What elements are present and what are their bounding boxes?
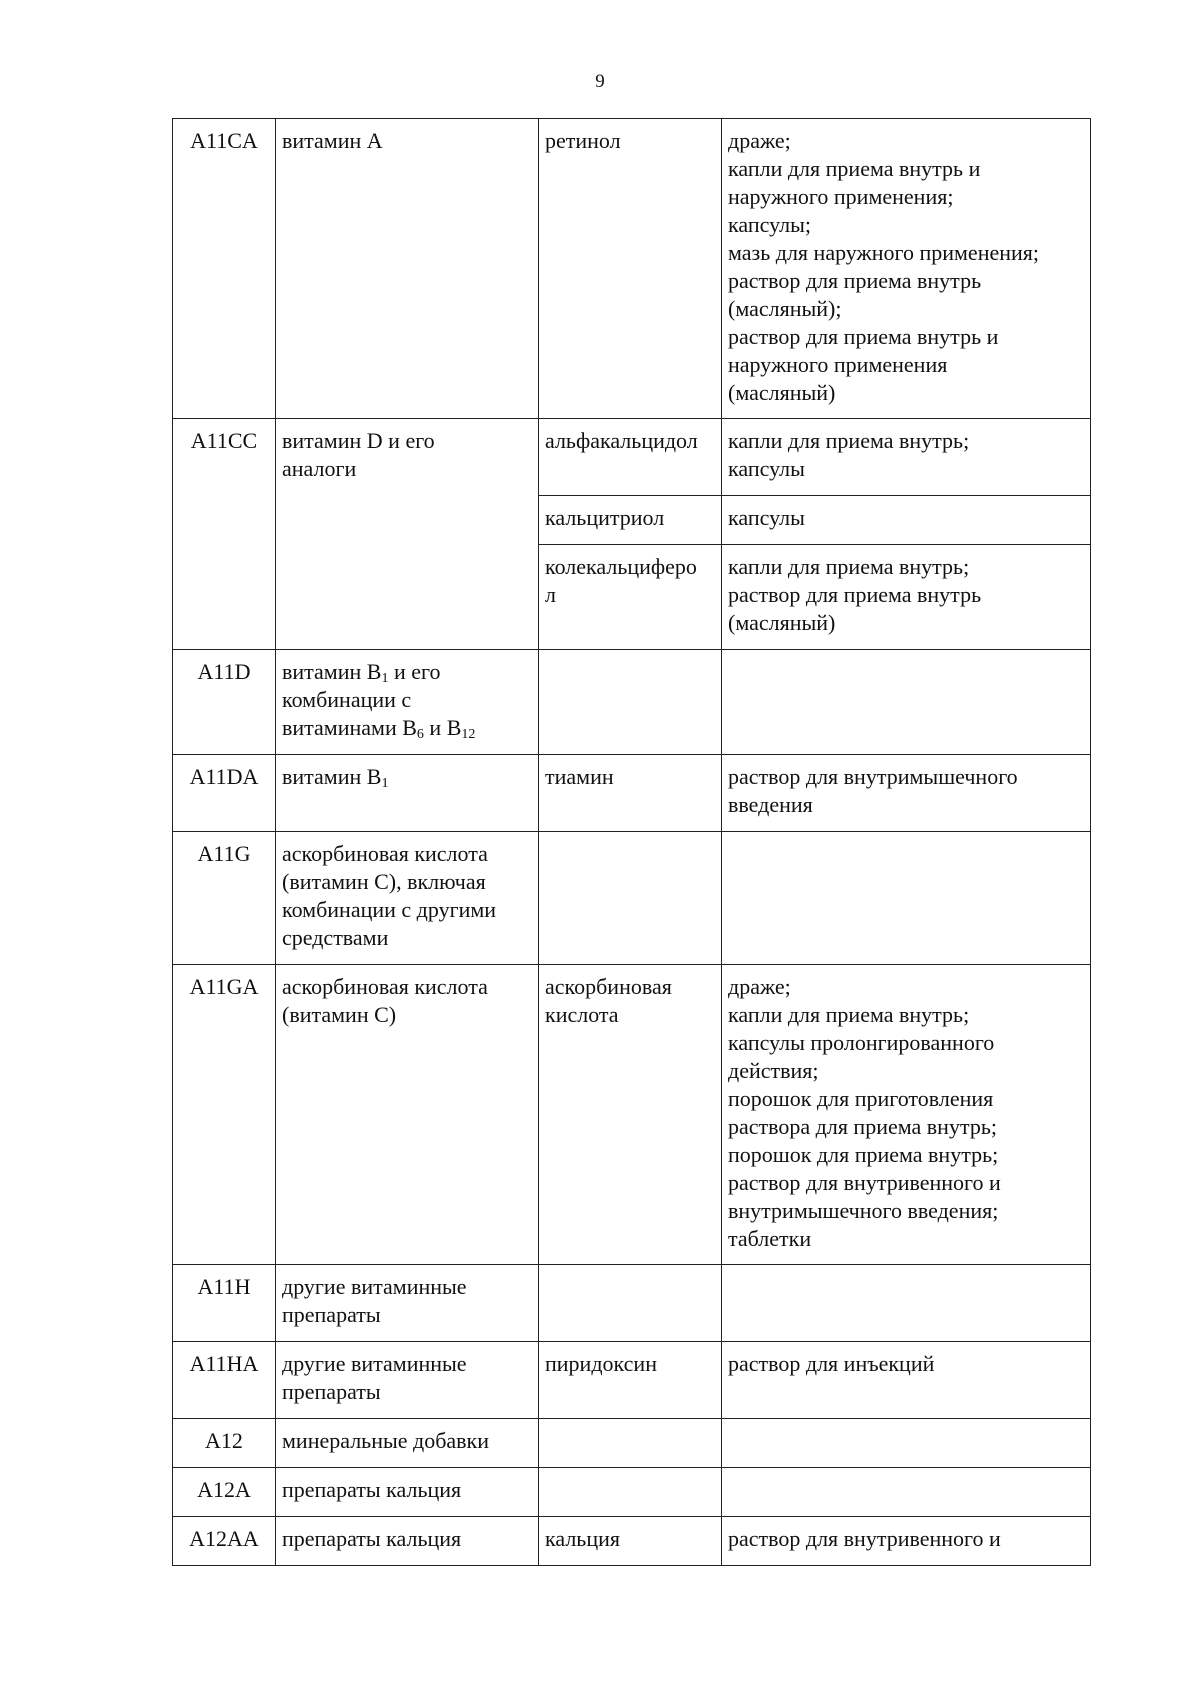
atc-code: A11H xyxy=(173,1265,276,1342)
drug-name: кальцитриол xyxy=(539,496,722,545)
dosage-forms: драже; капли для приема внутрь; капсулы пролонгированного действия; порошок для приготовления раствора для приема внутрь; порошок для приема внутрь; раствор для внутривенного и внутримышечного введения; таблетки xyxy=(722,965,1091,1265)
atc-code: A11CC xyxy=(173,419,276,650)
atc-code: A11G xyxy=(173,832,276,965)
table-row xyxy=(173,1468,1091,1517)
drug-name xyxy=(539,1419,722,1468)
table-row xyxy=(173,1419,1091,1468)
drug-name xyxy=(539,832,722,965)
dosage-forms xyxy=(722,832,1091,965)
dosage-forms xyxy=(722,650,1091,755)
drug-name: пиридоксин xyxy=(539,1342,722,1419)
dosage-forms: раствор для внутримышечного введения xyxy=(722,755,1091,832)
table-row xyxy=(173,419,1091,496)
dosage-forms xyxy=(722,1468,1091,1517)
group-name: минеральные добавки xyxy=(276,1419,539,1468)
drug-name xyxy=(539,1468,722,1517)
group-name: витамин A xyxy=(276,119,539,419)
dosage-forms: раствор для инъекций xyxy=(722,1342,1091,1419)
drug-name: альфакальцидол xyxy=(539,419,722,496)
drug-name: кальция xyxy=(539,1517,722,1566)
drug-name xyxy=(539,650,722,755)
dosage-forms: раствор для внутривенного и xyxy=(722,1517,1091,1566)
group-name: другие витаминные препараты xyxy=(276,1265,539,1342)
table-row xyxy=(173,119,1091,419)
table-row xyxy=(173,965,1091,1265)
atc-code: A11DA xyxy=(173,755,276,832)
atc-code: A11CA xyxy=(173,119,276,419)
group-name: аскорбиновая кислота (витамин C) xyxy=(276,965,539,1265)
drug-name: аскорбиновая кислота xyxy=(539,965,722,1265)
drug-name xyxy=(539,1265,722,1342)
table-row xyxy=(173,650,1091,755)
dosage-forms: капсулы xyxy=(722,496,1091,545)
drug-table xyxy=(172,118,1091,1566)
group-name: витамин $B_1$ и его комбинации с витаминами $B_6$ и $B_{12}$ xyxy=(276,650,539,755)
drug-name: колекальциферо л xyxy=(539,545,722,650)
drug-name: тиамин xyxy=(539,755,722,832)
atc-code: A12A xyxy=(173,1468,276,1517)
group-name: препараты кальция xyxy=(276,1517,539,1566)
group-name: витамин $B_1$ xyxy=(276,755,539,832)
atc-code: A12AA xyxy=(173,1517,276,1566)
group-name: аскорбиновая кислота (витамин C), включая комбинации с другими средствами xyxy=(276,832,539,965)
table-row xyxy=(173,1342,1091,1419)
group-name: витамин D и его аналоги xyxy=(276,419,539,650)
atc-code: A11D xyxy=(173,650,276,755)
drug-name: ретинол xyxy=(539,119,722,419)
dosage-forms: драже; капли для приема внутрь и наружного применения; капсулы; мазь для наружного применения; раствор для приема внутрь (масляный); раствор для приема внутрь и наружного применения (масляный) xyxy=(722,119,1091,419)
table-row xyxy=(173,755,1091,832)
table-row xyxy=(173,1265,1091,1342)
dosage-forms xyxy=(722,1265,1091,1342)
atc-code: A12 xyxy=(173,1419,276,1468)
atc-code: A11GA xyxy=(173,965,276,1265)
group-name: препараты кальция xyxy=(276,1468,539,1517)
dosage-forms xyxy=(722,1419,1091,1468)
dosage-forms: капли для приема внутрь; капсулы xyxy=(722,419,1091,496)
group-name: другие витаминные препараты xyxy=(276,1342,539,1419)
table-row xyxy=(173,832,1091,965)
atc-code: A11HA xyxy=(173,1342,276,1419)
page-number: 9 xyxy=(595,71,605,92)
table-row xyxy=(173,1517,1091,1566)
dosage-forms: капли для приема внутрь; раствор для приема внутрь (масляный) xyxy=(722,545,1091,650)
